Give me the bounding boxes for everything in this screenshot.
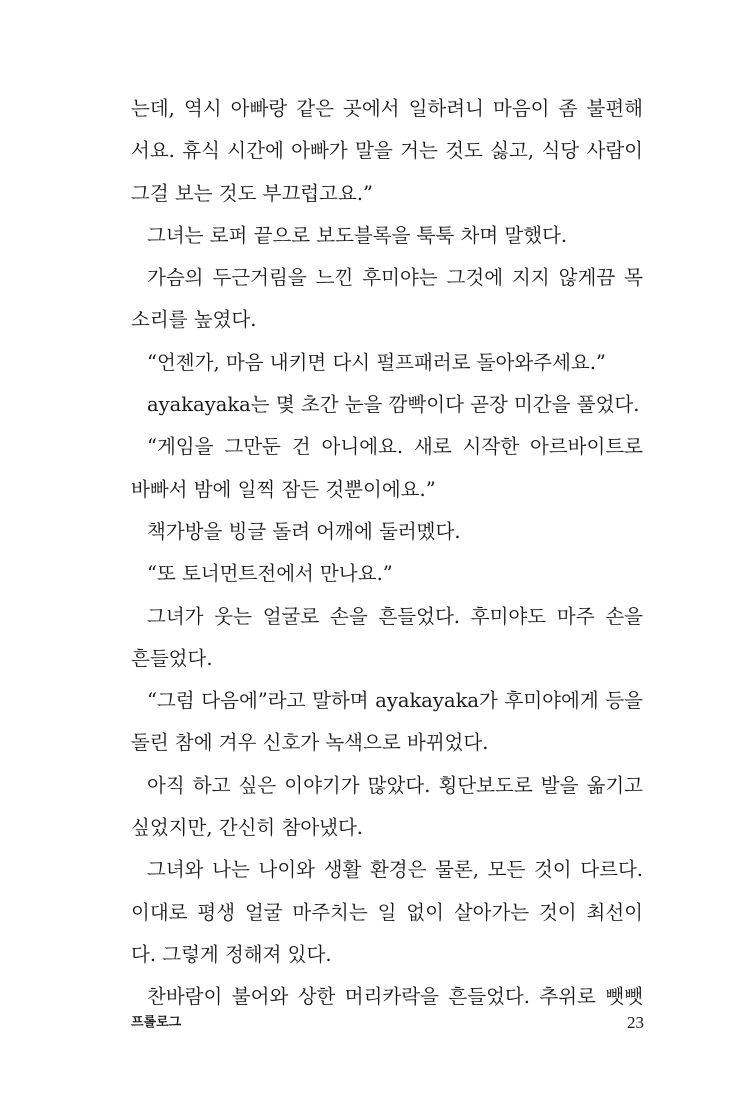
text-line: 소리를 높였다.: [131, 308, 257, 332]
text-line: 아직 하고 싶은 이야기가 많았다. 횡단보도로 발을 옮기고: [147, 773, 643, 797]
text-line: 돌린 참에 겨우 신호가 녹색으로 바뀌었다.: [131, 731, 489, 755]
text-line: 그녀가 웃는 얼굴로 손을 흔들었다. 후미야도 마주 손을: [147, 604, 643, 628]
text-line: “그럼 다음에”라고 말하며 ayakayaka가 후미야에게 등을: [147, 689, 643, 713]
text-line: 가슴의 두근거림을 느낀 후미야는 그것에 지지 않게끔 목: [147, 266, 643, 290]
body-text: [131, 88, 643, 1019]
text-line: 찬바람이 불어와 상한 머리카락을 흔들었다. 추위로 뺏뺏: [147, 985, 643, 1009]
text-line: 는데, 역시 아빠랑 같은 곳에서 일하려니 마음이 좀 불편해: [131, 97, 643, 120]
text-line: 이대로 평생 얼굴 마주치는 일 없이 살아가는 것이 최선이: [131, 900, 643, 924]
text-line: 흔들었다.: [131, 646, 213, 670]
text-line: 서요. 휴식 시간에 아빠가 말을 거는 것도 싫고, 식당 사람이: [131, 139, 643, 163]
text-line: 그걸 보는 것도 부끄럽고요.”: [131, 181, 373, 205]
text-line: 다. 그렇게 정해져 있다.: [131, 942, 332, 966]
text-line: 책가방을 빙글 돌려 어깨에 둘러멨다.: [147, 519, 461, 543]
text-line: “또 토너먼트전에서 만나요.”: [147, 562, 393, 586]
page-number: 23: [627, 1013, 644, 1032]
text-line: 그녀는 로퍼 끝으로 보도블록을 툭툭 차며 말했다.: [147, 223, 568, 247]
text-line: “언젠가, 마음 내키면 다시 펄프패러로 돌아와주세요.”: [147, 350, 606, 374]
text-line: 싶었지만, 간신히 참아냈다.: [131, 816, 364, 840]
text-line: ayakayaka는 몇 초간 눈을 깜빡이다 곧장 미간을 풀었다.: [147, 393, 640, 417]
text-line: “게임을 그만둔 건 아니에요. 새로 시작한 아르바이트로: [147, 435, 643, 459]
running-footer-chapter-title: 프롤로그: [131, 1015, 182, 1030]
text-line: 그녀와 나는 나이와 생활 환경은 물론, 모든 것이 다르다.: [147, 858, 643, 882]
text-line: 바빠서 밤에 일찍 잠든 것뿐이에요.”: [131, 477, 436, 501]
